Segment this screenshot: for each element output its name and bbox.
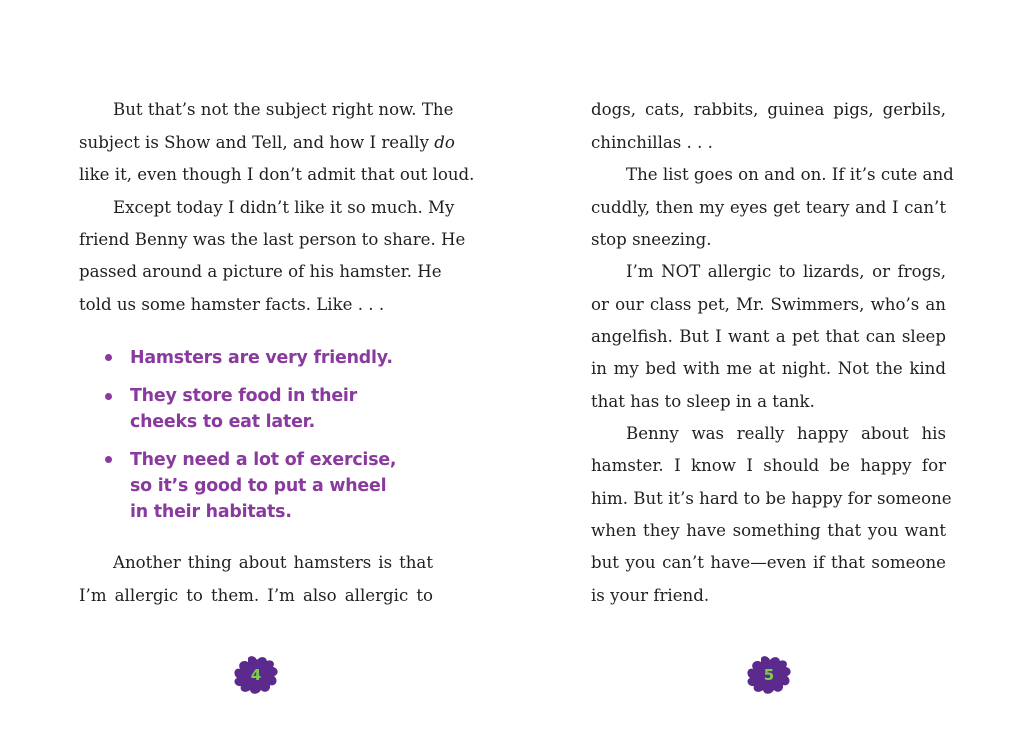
right-page <box>512 0 1024 745</box>
text-line: stop sneezing. <box>591 230 712 249</box>
text-line: I’m NOT allergic to lizards, or frogs, <box>626 262 946 281</box>
bullet-text: cheeks to eat later. <box>130 412 315 432</box>
text-line: I’m allergic to them. I’m also allergic to <box>79 586 433 605</box>
text-line: But that’s not the subject right now. The <box>113 100 454 119</box>
text-line: that has to sleep in a tank. <box>591 392 815 411</box>
bullet-dot-icon <box>105 393 112 400</box>
bullet-text: They need a lot of exercise, <box>130 450 397 470</box>
text-line: when they have something that you want <box>591 521 946 540</box>
page-number: 4 <box>250 666 262 684</box>
text-line: Benny was really happy about his <box>626 424 946 443</box>
text-line: is your friend. <box>591 586 710 605</box>
text-line: in my bed with me at night. Not the kind <box>591 359 946 378</box>
text-line: Another thing about hamsters is that <box>113 553 433 572</box>
page-number: 5 <box>763 666 775 684</box>
bullet-text: Hamsters are very friendly. <box>130 348 393 368</box>
text-line: dogs, cats, rabbits, guinea pigs, gerbils, <box>591 100 946 119</box>
text-line: chinchillas . . . <box>591 133 713 152</box>
text-line: passed around a picture of his hamster. He <box>79 262 442 281</box>
text-line: told us some hamster facts. Like . . . <box>79 295 385 314</box>
text-line: him. But it’s hard to be happy for someone <box>591 489 952 508</box>
bullet-text: They store food in their <box>130 386 358 406</box>
bullet-text: so it’s good to put a wheel <box>130 476 387 496</box>
bullet-dot-icon <box>105 354 112 361</box>
text-line: The list goes on and on. If it’s cute and <box>626 165 954 184</box>
page-number-badge <box>232 654 280 696</box>
text-line: cuddly, then my eyes get teary and I can’t <box>591 198 946 217</box>
page-number-badge <box>745 654 793 696</box>
text-line: hamster. I know I should be happy for <box>591 456 946 475</box>
text-line: but you can’t have—even if that someone <box>591 553 946 572</box>
bullet-dot-icon <box>105 456 112 463</box>
text-line: angelfish. But I want a pet that can sleep <box>591 327 946 346</box>
bullet-text: in their habitats. <box>130 502 292 522</box>
text-line: like it, even though I don’t admit that out loud. <box>79 165 475 184</box>
text-line: friend Benny was the last person to share. He <box>79 230 466 249</box>
text-line: or our class pet, Mr. Swimmers, who’s an <box>591 295 946 314</box>
text-line: subject is Show and Tell, and how I really do <box>79 133 455 152</box>
text-line: Except today I didn’t like it so much. My <box>113 198 455 217</box>
emphasis-word: do <box>434 133 455 152</box>
